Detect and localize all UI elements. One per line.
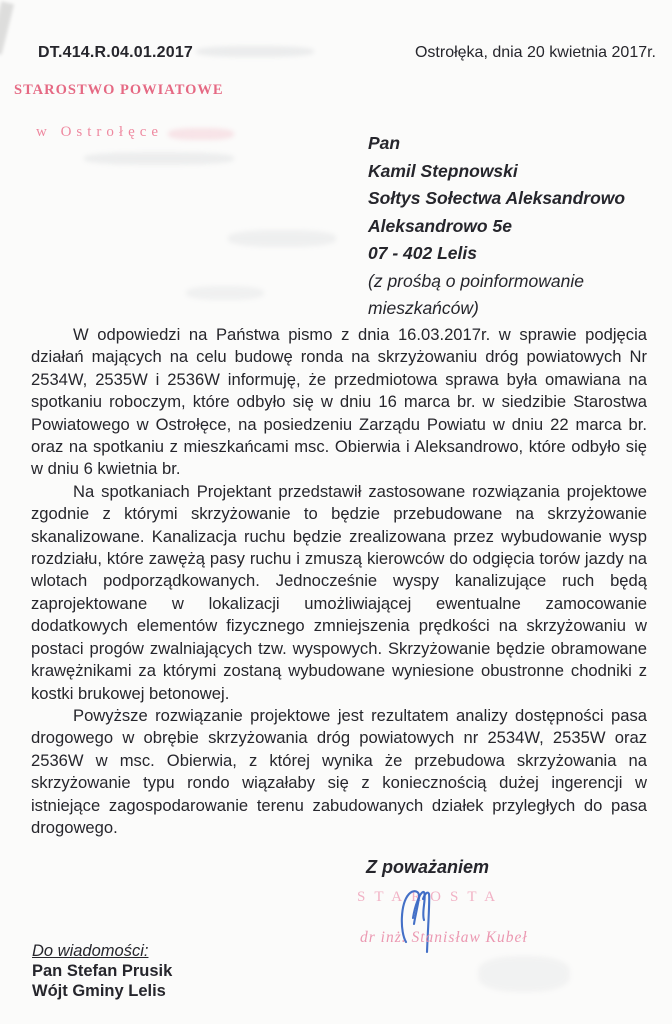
recipient-note-line: mieszkańców) [368, 298, 479, 318]
scan-artifact [186, 286, 264, 300]
office-stamp-line2: w Ostrołęce [36, 124, 164, 140]
scan-artifact [196, 46, 314, 57]
letter-body [31, 324, 647, 839]
cc-line: Wójt Gminy Lelis [32, 982, 166, 1000]
cc-line: Pan Stefan Prusik [32, 962, 173, 980]
scan-artifact [168, 128, 234, 140]
body-paragraph: W odpowiedzi na Państwa pismo z dnia 16.03.2017r. w sprawie podjęcia działań mających na celu budowę ronda na skrzyżowaniu dróg powiatowych Nr 2534W, 2535W i 2536W informuję, że przedmiotowa sprawa była omawiana na spotkaniu roboczym, które odbyło się w dniu 16 marca br. w siedzibie Starostwa Powiatowego w Ostrołęce, na posiedzeniu Zarządu Powiatu w dniu 22 marca br. oraz na spotkaniu z mieszkańcami msc. Obierwia i Aleksandrowo, które odbyło się w dniu 6 kwietnia br. [31, 325, 647, 479]
closing-salutation: Z poważaniem [366, 857, 490, 877]
scan-artifact [84, 152, 234, 165]
scan-artifact [478, 956, 570, 992]
cc-block [32, 941, 172, 1001]
recipient-note-line: (z prośbą o poinformowanie [368, 270, 584, 291]
date-line: Ostrołęka, dnia 20 kwietnia 2017r. [414, 44, 656, 61]
body-paragraph: Powyższe rozwiązanie projektowe jest rezultatem analizy dostępności pasa drogowego w obrębie skrzyżowania dróg powiatowych nr 2534W, 2535W oraz 2536W w msc. Obierwia, z której wynika że przebudowa skrzyżowania na skrzyżowanie typu rondo wiązałaby się z koniecznością dużej ingerencji w istniejące zagospodarowanie terenu zabudowanych działek przyległych do pasa drogowego. [31, 705, 647, 837]
reference-number: DT.414.R.04.01.2017 [38, 44, 194, 61]
office-stamp-line1: STAROSTWO POWIATOWE [14, 82, 224, 98]
recipient-block [368, 130, 625, 323]
body-paragraph: Na spotkaniach Projektant przedstawił zastosowane rozwiązania projektowe zgodnie z którymi skrzyżowanie to będzie przebudowane na skrzyżowanie skanalizowane. Kanalizacja ruchu będzie zrealizowana przez wybudowanie wysp rozdziału, które zawężą pasy ruchu i zmuszą kierowców do odgięcia torów jazdy na wlotach podporządkowanych. Jednocześnie wyspy kanalizujące ruch będą zaprojektowane w lokalizacji umożliwiającej ewentualne zamocowanie dodatkowych elementów fizycznego zmniejszenia prędkości na skrzyżowaniu w postaci progów zwalniających tzw. wyspowych. Skrzyżowanie będzie obramowane krawężnikami za którymi zostaną wybudowane wyniesione obustronne chodniki z kostki brukowej betonowej. [31, 481, 647, 703]
recipient-line: Kamil Stepnowski [368, 160, 518, 181]
cc-heading: Do wiadomości: [32, 942, 149, 960]
starosta-stamp-name: dr inż. Stanisław Kubeł [360, 929, 528, 946]
scan-artifact [228, 230, 336, 247]
scan-artifact [0, 1, 14, 55]
starosta-stamp-title: STAROSTA [357, 889, 505, 905]
recipient-line: Pan [368, 133, 401, 153]
recipient-line: Aleksandrowo 5e [368, 215, 512, 236]
recipient-line: 07 - 402 Lelis [368, 243, 477, 263]
recipient-line: Sołtys Sołectwa Aleksandrowo [368, 188, 626, 208]
